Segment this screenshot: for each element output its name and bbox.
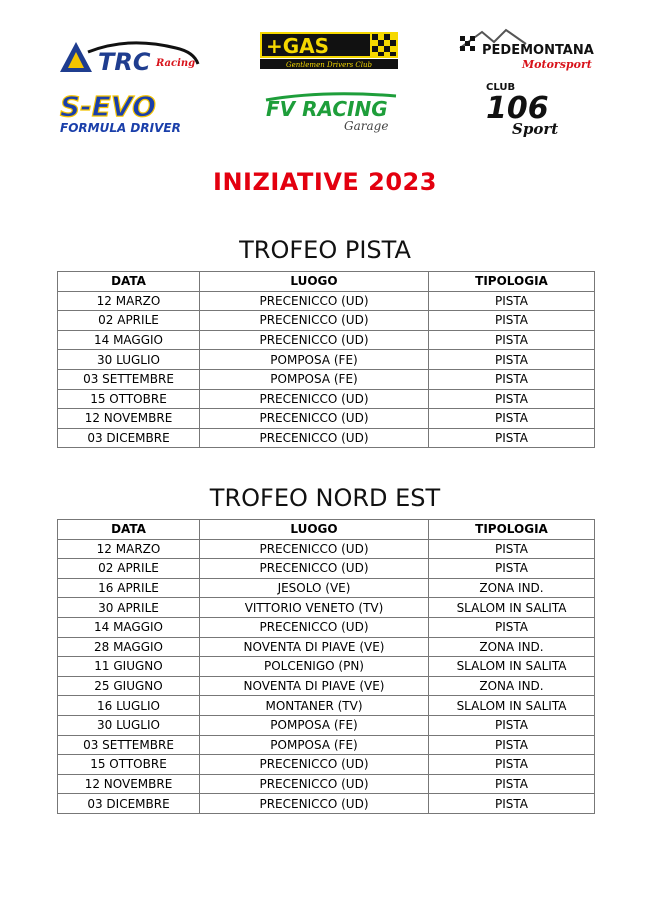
cell-luogo: PRECENICCO (UD): [200, 539, 429, 559]
cell-data: 03 SETTEMBRE: [58, 369, 200, 389]
cell-luogo: PRECENICCO (UD): [200, 794, 429, 814]
table-row: [58, 330, 595, 350]
cell-tipologia: ZONA IND.: [429, 637, 595, 657]
cell-tipologia: ZONA IND.: [429, 578, 595, 598]
cell-data: 28 MAGGIO: [58, 637, 200, 657]
cell-data: 03 DICEMBRE: [58, 794, 200, 814]
page-title: INIZIATIVE 2023: [213, 168, 437, 196]
table-row: [58, 657, 595, 677]
pedemontana-motorsport-logo: [456, 28, 594, 76]
cell-data: 12 NOVEMBRE: [58, 409, 200, 429]
cell-luogo: VITTORIO VENETO (TV): [200, 598, 429, 618]
s-evo-formula-driver-logo: [58, 90, 206, 136]
table-row: [58, 598, 595, 618]
table-row: [58, 735, 595, 755]
table-row: [58, 578, 595, 598]
trofeo-pista-table: [57, 271, 595, 448]
cell-data: 16 LUGLIO: [58, 696, 200, 716]
cell-data: 30 APRILE: [58, 598, 200, 618]
table-row: [58, 539, 595, 559]
cell-tipologia: PISTA: [429, 735, 595, 755]
trofeo-pista-title: TROFEO PISTA: [239, 236, 411, 264]
cell-luogo: JESOLO (VE): [200, 578, 429, 598]
table-row: [58, 389, 595, 409]
cell-tipologia: PISTA: [429, 291, 595, 311]
cell-data: 12 MARZO: [58, 539, 200, 559]
table-row: [58, 311, 595, 331]
cell-tipologia: PISTA: [429, 389, 595, 409]
header-luogo: LUOGO: [200, 272, 429, 292]
cell-data: 14 MAGGIO: [58, 330, 200, 350]
table-row: [58, 369, 595, 389]
cell-tipologia: PISTA: [429, 794, 595, 814]
cell-tipologia: PISTA: [429, 369, 595, 389]
gas-logo-text: +GAS: [266, 34, 330, 58]
header-tipologia: TIPOLOGIA: [429, 520, 595, 540]
table-row: [58, 409, 595, 429]
fv-racing-garage-logo: [264, 88, 400, 134]
header-luogo: LUOGO: [200, 520, 429, 540]
cell-luogo: PRECENICCO (UD): [200, 291, 429, 311]
cell-data: 25 GIUGNO: [58, 676, 200, 696]
cell-luogo: NOVENTA DI PIAVE (VE): [200, 637, 429, 657]
cell-data: 15 OTTOBRE: [58, 389, 200, 409]
header-data: DATA: [58, 272, 200, 292]
cell-tipologia: PISTA: [429, 755, 595, 775]
cell-tipologia: PISTA: [429, 409, 595, 429]
cell-luogo: MONTANER (TV): [200, 696, 429, 716]
table-row: [58, 676, 595, 696]
fv-logo-sub: Garage: [344, 119, 389, 133]
cell-data: 03 SETTEMBRE: [58, 735, 200, 755]
cell-tipologia: PISTA: [429, 330, 595, 350]
table-row: [58, 637, 595, 657]
cell-data: 11 GIUGNO: [58, 657, 200, 677]
cell-data: 30 LUGLIO: [58, 350, 200, 370]
cell-luogo: PRECENICCO (UD): [200, 774, 429, 794]
table-header-row: [58, 520, 595, 540]
table-row: [58, 350, 595, 370]
table-row: [58, 715, 595, 735]
cell-tipologia: PISTA: [429, 559, 595, 579]
table-row: [58, 559, 595, 579]
cell-data: 12 MARZO: [58, 291, 200, 311]
cell-tipologia: PISTA: [429, 715, 595, 735]
club-106-sport-logo: [482, 78, 562, 140]
table-row: [58, 291, 595, 311]
table-row: [58, 794, 595, 814]
header-tipologia: TIPOLOGIA: [429, 272, 595, 292]
trc-racing-logo: [58, 38, 206, 78]
club106-logo-text: 106: [486, 91, 549, 126]
cell-luogo: PRECENICCO (UD): [200, 428, 429, 448]
cell-data: 15 OTTOBRE: [58, 755, 200, 775]
cell-luogo: PRECENICCO (UD): [200, 311, 429, 331]
cell-tipologia: SLALOM IN SALITA: [429, 696, 595, 716]
cell-tipologia: PISTA: [429, 311, 595, 331]
cell-tipologia: PISTA: [429, 774, 595, 794]
gas-logo-sub: Gentlemen Drivers Club: [286, 61, 372, 69]
pedemontana-logo-text: PEDEMONTANA: [482, 43, 594, 58]
cell-tipologia: ZONA IND.: [429, 676, 595, 696]
cell-luogo: POLCENIGO (PN): [200, 657, 429, 677]
cell-luogo: PRECENICCO (UD): [200, 409, 429, 429]
trc-logo-sub: Racing: [156, 58, 196, 69]
cell-tipologia: PISTA: [429, 428, 595, 448]
fv-logo-text: FV RACING: [266, 97, 388, 121]
cell-data: 30 LUGLIO: [58, 715, 200, 735]
cell-data: 12 NOVEMBRE: [58, 774, 200, 794]
cell-data: 02 APRILE: [58, 559, 200, 579]
cell-data: 16 APRILE: [58, 578, 200, 598]
cell-tipologia: PISTA: [429, 617, 595, 637]
table-row: [58, 617, 595, 637]
gas-club-logo: [260, 32, 398, 70]
cell-luogo: PRECENICCO (UD): [200, 617, 429, 637]
table-row: [58, 428, 595, 448]
cell-data: 03 DICEMBRE: [58, 428, 200, 448]
table-header-row: [58, 272, 595, 292]
cell-luogo: PRECENICCO (UD): [200, 330, 429, 350]
table-row: [58, 696, 595, 716]
cell-luogo: POMPOSA (FE): [200, 350, 429, 370]
trofeo-nord-est-title: TROFEO NORD EST: [209, 484, 441, 512]
cell-luogo: POMPOSA (FE): [200, 369, 429, 389]
cell-data: 14 MAGGIO: [58, 617, 200, 637]
cell-luogo: POMPOSA (FE): [200, 715, 429, 735]
cell-tipologia: SLALOM IN SALITA: [429, 657, 595, 677]
cell-luogo: PRECENICCO (UD): [200, 559, 429, 579]
cell-tipologia: PISTA: [429, 539, 595, 559]
pedemontana-logo-sub: Motorsport: [522, 58, 592, 71]
cell-tipologia: PISTA: [429, 350, 595, 370]
cell-luogo: PRECENICCO (UD): [200, 755, 429, 775]
trc-logo-text: TRC: [98, 48, 151, 76]
s-evo-logo-sub: FORMULA DRIVER: [60, 121, 181, 135]
cell-data: 02 APRILE: [58, 311, 200, 331]
s-evo-logo-text: S-EVO: [60, 90, 156, 123]
cell-luogo: NOVENTA DI PIAVE (VE): [200, 676, 429, 696]
cell-tipologia: SLALOM IN SALITA: [429, 598, 595, 618]
club106-logo-top: CLUB: [486, 82, 516, 93]
header-data: DATA: [58, 520, 200, 540]
cell-luogo: POMPOSA (FE): [200, 735, 429, 755]
table-row: [58, 774, 595, 794]
trofeo-nord-est-table: [57, 519, 595, 814]
club106-logo-sub: Sport: [512, 120, 559, 138]
cell-luogo: PRECENICCO (UD): [200, 389, 429, 409]
table-row: [58, 755, 595, 775]
